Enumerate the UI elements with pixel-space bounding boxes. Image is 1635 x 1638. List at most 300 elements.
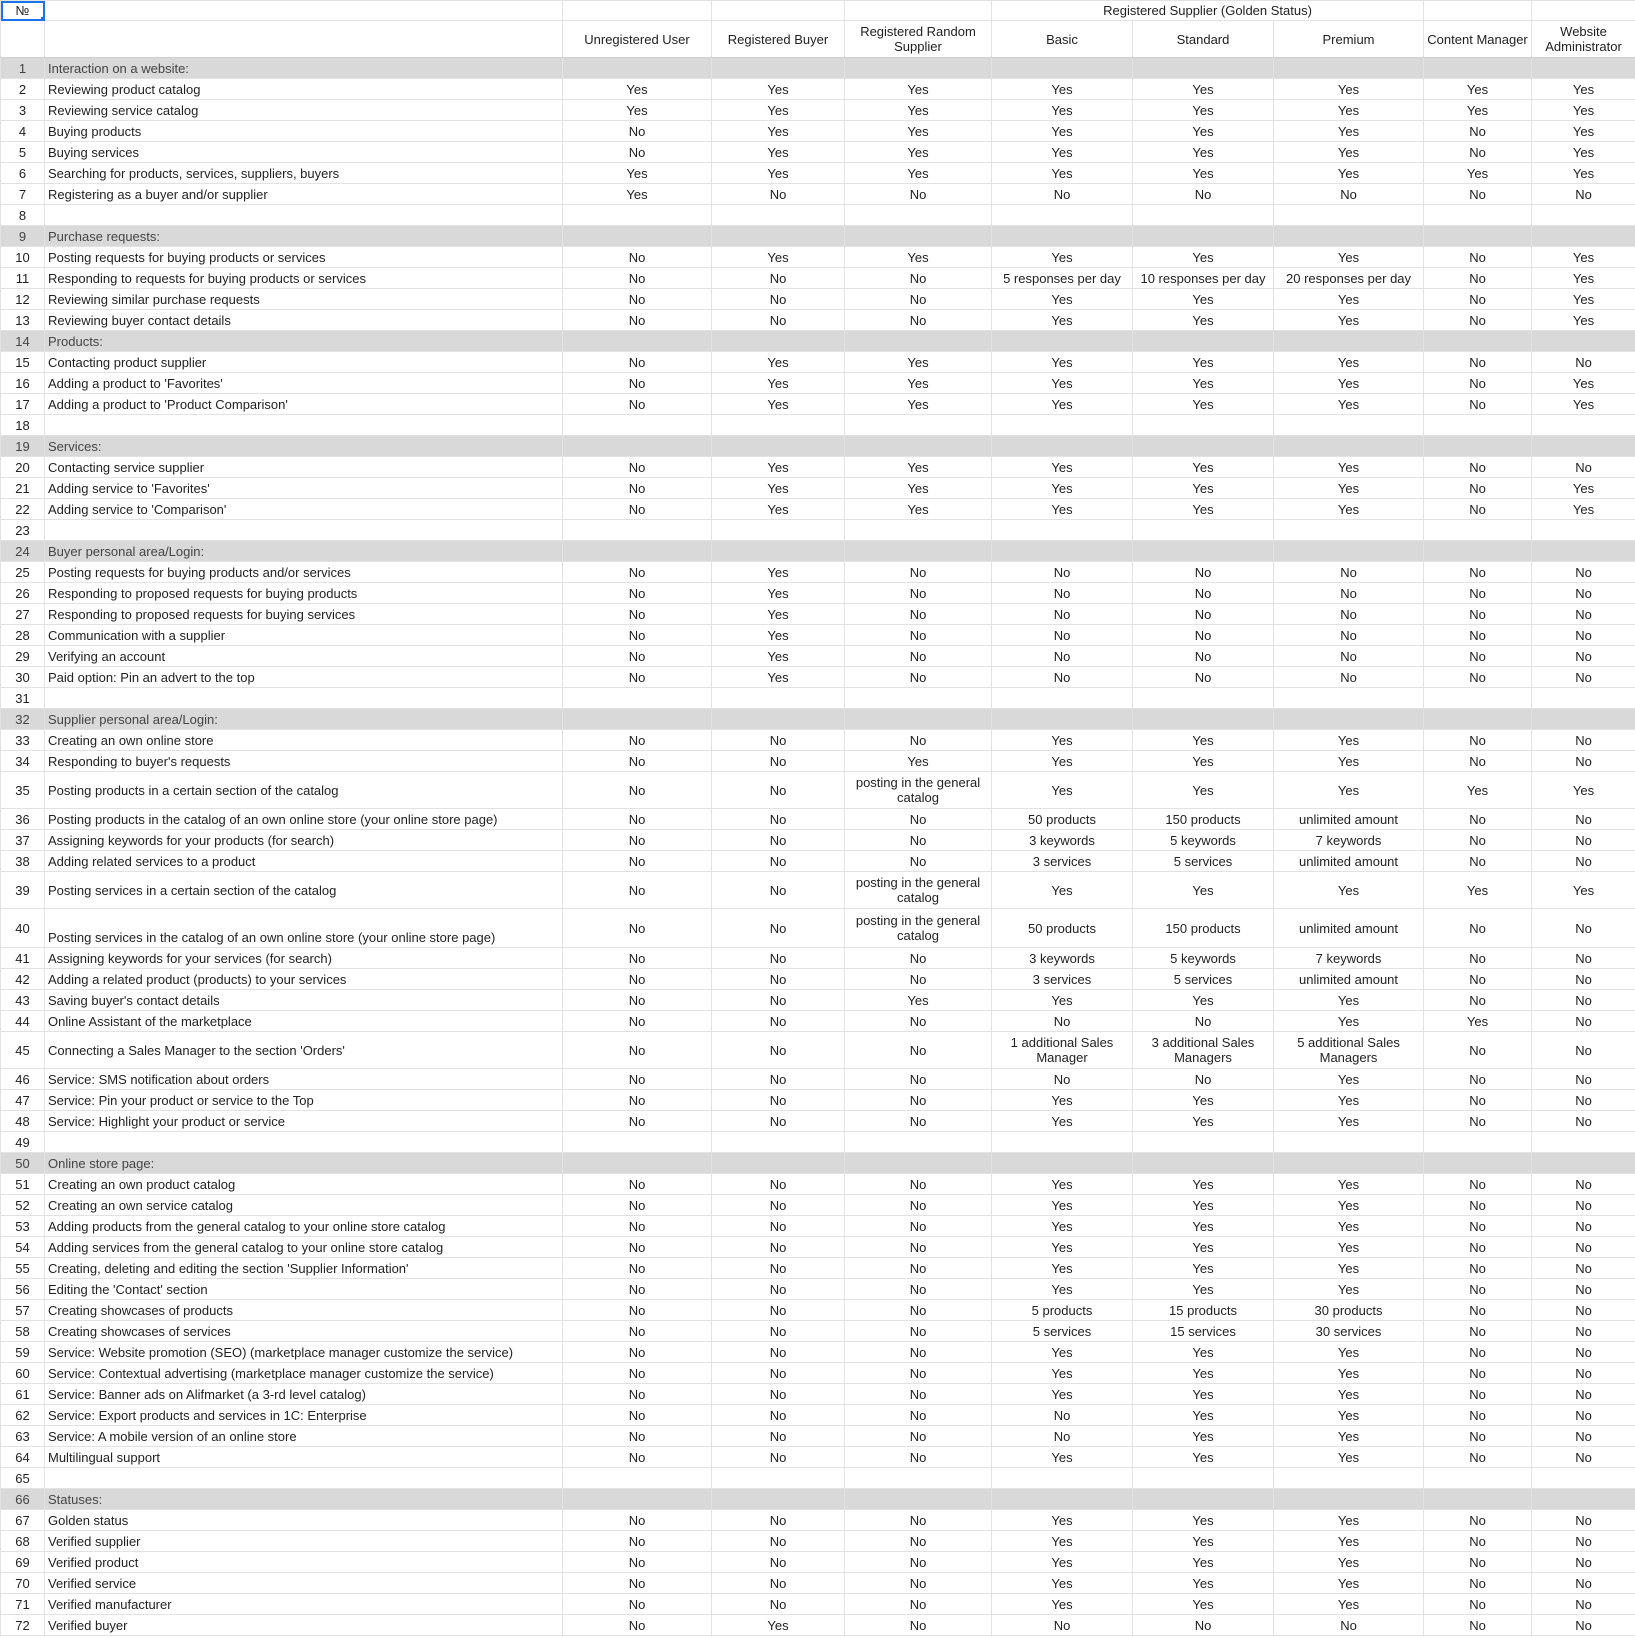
value-cell[interactable]: No xyxy=(563,1069,712,1090)
value-cell[interactable]: Yes xyxy=(1274,79,1424,100)
header-blank-cell[interactable] xyxy=(45,1,563,21)
value-cell[interactable] xyxy=(1133,1468,1274,1489)
value-cell[interactable]: No xyxy=(563,751,712,772)
value-cell[interactable]: No xyxy=(563,394,712,415)
value-cell[interactable]: No xyxy=(1133,625,1274,646)
value-cell[interactable] xyxy=(1133,688,1274,709)
feature-label[interactable]: Golden status xyxy=(45,1510,563,1531)
value-cell[interactable] xyxy=(845,205,992,226)
value-cell[interactable]: No xyxy=(712,1216,845,1237)
value-cell[interactable]: No xyxy=(712,851,845,872)
value-cell[interactable]: No xyxy=(845,1384,992,1405)
value-cell[interactable]: Yes xyxy=(1274,1174,1424,1195)
value-cell[interactable]: No xyxy=(1424,1216,1532,1237)
value-cell[interactable]: No xyxy=(712,1300,845,1321)
feature-label[interactable]: Creating an own online store xyxy=(45,730,563,751)
value-cell[interactable] xyxy=(845,1132,992,1153)
value-cell[interactable]: No xyxy=(563,969,712,990)
value-cell[interactable] xyxy=(1133,226,1274,247)
value-cell[interactable]: Yes xyxy=(1274,394,1424,415)
value-cell[interactable]: Yes xyxy=(992,730,1133,751)
value-cell[interactable]: Yes xyxy=(1133,1195,1274,1216)
value-cell[interactable]: 5 keywords xyxy=(1133,830,1274,851)
value-cell[interactable] xyxy=(992,205,1133,226)
value-cell[interactable] xyxy=(563,520,712,541)
value-cell[interactable] xyxy=(563,1153,712,1174)
value-cell[interactable] xyxy=(1274,226,1424,247)
value-cell[interactable]: No xyxy=(992,604,1133,625)
value-cell[interactable]: No xyxy=(1424,268,1532,289)
value-cell[interactable]: No xyxy=(712,1090,845,1111)
value-cell[interactable] xyxy=(563,226,712,247)
value-cell[interactable]: No xyxy=(1532,1258,1635,1279)
value-cell[interactable]: 10 responses per day xyxy=(1133,268,1274,289)
value-cell[interactable]: Yes xyxy=(1133,751,1274,772)
value-cell[interactable]: Yes xyxy=(992,100,1133,121)
value-cell[interactable]: No xyxy=(712,1552,845,1573)
category-label[interactable]: Online store page: xyxy=(45,1153,563,1174)
value-cell[interactable]: Yes xyxy=(1532,394,1635,415)
value-cell[interactable]: Yes xyxy=(563,79,712,100)
value-cell[interactable]: No xyxy=(712,184,845,205)
value-cell[interactable]: Yes xyxy=(992,1258,1133,1279)
value-cell[interactable]: No xyxy=(1424,851,1532,872)
value-cell[interactable]: No xyxy=(992,184,1133,205)
value-cell[interactable] xyxy=(1274,709,1424,730)
value-cell[interactable]: Yes xyxy=(992,1174,1133,1195)
value-cell[interactable]: Yes xyxy=(563,163,712,184)
value-cell[interactable]: No xyxy=(845,1552,992,1573)
value-cell[interactable]: Yes xyxy=(1274,457,1424,478)
value-cell[interactable]: Yes xyxy=(1133,1090,1274,1111)
value-cell[interactable] xyxy=(1424,436,1532,457)
value-cell[interactable]: No xyxy=(712,1573,845,1594)
value-cell[interactable]: 50 products xyxy=(992,909,1133,948)
value-cell[interactable]: No xyxy=(1424,1321,1532,1342)
feature-label[interactable]: Service: Website promotion (SEO) (marketplace manager customize the service) xyxy=(45,1342,563,1363)
value-cell[interactable]: No xyxy=(845,1426,992,1447)
value-cell[interactable]: Yes xyxy=(845,79,992,100)
value-cell[interactable]: No xyxy=(845,830,992,851)
value-cell[interactable]: Yes xyxy=(1532,247,1635,268)
value-cell[interactable]: No xyxy=(1424,948,1532,969)
value-cell[interactable] xyxy=(1274,331,1424,352)
column-header[interactable]: Standard xyxy=(1133,21,1274,58)
value-cell[interactable]: No xyxy=(712,268,845,289)
value-cell[interactable]: No xyxy=(712,1174,845,1195)
value-cell[interactable] xyxy=(992,688,1133,709)
value-cell[interactable]: 3 services xyxy=(992,851,1133,872)
value-cell[interactable]: Yes xyxy=(712,352,845,373)
value-cell[interactable]: Yes xyxy=(1274,373,1424,394)
value-cell[interactable]: No xyxy=(563,872,712,909)
value-cell[interactable]: No xyxy=(712,948,845,969)
row-number[interactable]: 33 xyxy=(1,730,45,751)
row-number[interactable]: 31 xyxy=(1,688,45,709)
row-number[interactable]: 38 xyxy=(1,851,45,872)
value-cell[interactable] xyxy=(1274,436,1424,457)
row-number[interactable]: 24 xyxy=(1,541,45,562)
feature-label[interactable]: Assigning keywords for your services (for search) xyxy=(45,948,563,969)
value-cell[interactable] xyxy=(563,688,712,709)
value-cell[interactable]: Yes xyxy=(1532,79,1635,100)
feature-label[interactable]: Registering as a buyer and/or supplier xyxy=(45,184,563,205)
value-cell[interactable] xyxy=(845,688,992,709)
value-cell[interactable] xyxy=(845,520,992,541)
value-cell[interactable]: No xyxy=(845,1069,992,1090)
value-cell[interactable]: Yes xyxy=(845,499,992,520)
value-cell[interactable]: Yes xyxy=(1274,121,1424,142)
value-cell[interactable]: No xyxy=(1424,478,1532,499)
value-cell[interactable]: Yes xyxy=(1133,121,1274,142)
category-label[interactable]: Buyer personal area/Login: xyxy=(45,541,563,562)
value-cell[interactable]: No xyxy=(992,646,1133,667)
value-cell[interactable]: Yes xyxy=(1133,289,1274,310)
row-number[interactable]: 35 xyxy=(1,772,45,809)
value-cell[interactable] xyxy=(845,331,992,352)
value-cell[interactable]: Yes xyxy=(845,142,992,163)
value-cell[interactable]: No xyxy=(845,1258,992,1279)
value-cell[interactable]: No xyxy=(1532,1405,1635,1426)
value-cell[interactable] xyxy=(1424,1153,1532,1174)
value-cell[interactable]: No xyxy=(563,830,712,851)
value-cell[interactable]: No xyxy=(563,1032,712,1069)
value-cell[interactable] xyxy=(992,415,1133,436)
feature-label[interactable]: Posting requests for buying products and/or services xyxy=(45,562,563,583)
value-cell[interactable]: No xyxy=(1532,948,1635,969)
feature-label[interactable] xyxy=(45,688,563,709)
row-number[interactable]: 45 xyxy=(1,1032,45,1069)
row-number[interactable]: 66 xyxy=(1,1489,45,1510)
value-cell[interactable]: No xyxy=(1532,851,1635,872)
value-cell[interactable]: Yes xyxy=(845,247,992,268)
value-cell[interactable] xyxy=(1532,520,1635,541)
feature-label[interactable]: Creating showcases of services xyxy=(45,1321,563,1342)
value-cell[interactable]: No xyxy=(712,1237,845,1258)
value-cell[interactable] xyxy=(563,436,712,457)
feature-label[interactable]: Reviewing similar purchase requests xyxy=(45,289,563,310)
row-number[interactable]: 16 xyxy=(1,373,45,394)
value-cell[interactable]: No xyxy=(1424,667,1532,688)
value-cell[interactable]: 30 services xyxy=(1274,1321,1424,1342)
value-cell[interactable]: Yes xyxy=(1133,1384,1274,1405)
value-cell[interactable]: No xyxy=(845,1195,992,1216)
value-cell[interactable]: No xyxy=(563,1237,712,1258)
value-cell[interactable]: Yes xyxy=(1274,163,1424,184)
value-cell[interactable]: Yes xyxy=(1274,1510,1424,1531)
value-cell[interactable] xyxy=(1133,58,1274,79)
row-number[interactable]: 1 xyxy=(1,58,45,79)
value-cell[interactable]: Yes xyxy=(845,163,992,184)
value-cell[interactable]: No xyxy=(563,646,712,667)
row-number[interactable]: 57 xyxy=(1,1300,45,1321)
value-cell[interactable] xyxy=(992,226,1133,247)
value-cell[interactable] xyxy=(1133,331,1274,352)
value-cell[interactable] xyxy=(992,331,1133,352)
value-cell[interactable]: Yes xyxy=(845,478,992,499)
value-cell[interactable] xyxy=(1274,1489,1424,1510)
value-cell[interactable]: Yes xyxy=(992,394,1133,415)
value-cell[interactable]: Yes xyxy=(1133,1426,1274,1447)
value-cell[interactable]: Yes xyxy=(992,121,1133,142)
value-cell[interactable]: 3 keywords xyxy=(992,830,1133,851)
value-cell[interactable]: Yes xyxy=(992,1447,1133,1468)
value-cell[interactable]: No xyxy=(563,1363,712,1384)
feature-label[interactable]: Buying services xyxy=(45,142,563,163)
value-cell[interactable]: No xyxy=(563,1510,712,1531)
value-cell[interactable]: 3 additional Sales Managers xyxy=(1133,1032,1274,1069)
feature-label[interactable]: Verified buyer xyxy=(45,1615,563,1636)
value-cell[interactable]: No xyxy=(563,352,712,373)
value-cell[interactable]: No xyxy=(1532,625,1635,646)
value-cell[interactable]: No xyxy=(1424,1363,1532,1384)
value-cell[interactable]: 7 keywords xyxy=(1274,830,1424,851)
feature-label[interactable]: Responding to proposed requests for buying services xyxy=(45,604,563,625)
value-cell[interactable]: No xyxy=(563,562,712,583)
value-cell[interactable]: No xyxy=(1424,310,1532,331)
value-cell[interactable]: No xyxy=(1532,1090,1635,1111)
row-number[interactable]: 26 xyxy=(1,583,45,604)
value-cell[interactable]: No xyxy=(845,562,992,583)
value-cell[interactable] xyxy=(1424,520,1532,541)
value-cell[interactable]: No xyxy=(1424,499,1532,520)
value-cell[interactable]: No xyxy=(845,310,992,331)
value-cell[interactable]: 3 keywords xyxy=(992,948,1133,969)
feature-label[interactable]: Verified product xyxy=(45,1552,563,1573)
value-cell[interactable]: Yes xyxy=(1133,1510,1274,1531)
value-cell[interactable]: No xyxy=(1532,969,1635,990)
value-cell[interactable]: Yes xyxy=(1274,1552,1424,1573)
value-cell[interactable]: Yes xyxy=(1133,163,1274,184)
value-cell[interactable]: No xyxy=(1532,1573,1635,1594)
value-cell[interactable]: No xyxy=(563,247,712,268)
feature-label[interactable]: Adding a product to 'Favorites' xyxy=(45,373,563,394)
value-cell[interactable]: No xyxy=(712,809,845,830)
value-cell[interactable] xyxy=(1424,1489,1532,1510)
value-cell[interactable]: No xyxy=(712,969,845,990)
feature-label[interactable] xyxy=(45,205,563,226)
value-cell[interactable] xyxy=(563,1489,712,1510)
value-cell[interactable]: 15 services xyxy=(1133,1321,1274,1342)
value-cell[interactable]: No xyxy=(563,478,712,499)
value-cell[interactable] xyxy=(1424,415,1532,436)
value-cell[interactable] xyxy=(845,1153,992,1174)
value-cell[interactable]: No xyxy=(1424,751,1532,772)
value-cell[interactable]: Yes xyxy=(1532,100,1635,121)
column-header[interactable]: Content Manager xyxy=(1424,21,1532,58)
value-cell[interactable]: No xyxy=(712,872,845,909)
value-cell[interactable]: No xyxy=(563,1342,712,1363)
value-cell[interactable] xyxy=(1274,1132,1424,1153)
value-cell[interactable]: No xyxy=(1424,1032,1532,1069)
value-cell[interactable]: No xyxy=(712,1342,845,1363)
value-cell[interactable] xyxy=(712,58,845,79)
value-cell[interactable] xyxy=(1133,520,1274,541)
value-cell[interactable]: No xyxy=(845,969,992,990)
row-number[interactable]: 64 xyxy=(1,1447,45,1468)
value-cell[interactable]: Yes xyxy=(1274,1258,1424,1279)
value-cell[interactable]: No xyxy=(1532,562,1635,583)
value-cell[interactable]: No xyxy=(845,184,992,205)
value-cell[interactable]: No xyxy=(1424,1447,1532,1468)
value-cell[interactable]: No xyxy=(1532,730,1635,751)
feature-label[interactable] xyxy=(45,1468,563,1489)
value-cell[interactable]: No xyxy=(712,1363,845,1384)
value-cell[interactable]: Yes xyxy=(1133,1531,1274,1552)
value-cell[interactable]: Yes xyxy=(1274,1447,1424,1468)
value-cell[interactable]: No xyxy=(1424,1594,1532,1615)
value-cell[interactable]: Yes xyxy=(1133,1594,1274,1615)
header-blank-cell[interactable] xyxy=(845,1,992,21)
value-cell[interactable]: No xyxy=(845,1216,992,1237)
value-cell[interactable] xyxy=(712,1489,845,1510)
value-cell[interactable]: No xyxy=(845,1011,992,1032)
value-cell[interactable]: posting in the general catalog xyxy=(845,909,992,948)
value-cell[interactable]: Yes xyxy=(1133,1237,1274,1258)
value-cell[interactable] xyxy=(1424,58,1532,79)
row-number[interactable]: 65 xyxy=(1,1468,45,1489)
feature-label[interactable]: Adding service to 'Comparison' xyxy=(45,499,563,520)
value-cell[interactable]: No xyxy=(845,1090,992,1111)
value-cell[interactable] xyxy=(712,226,845,247)
value-cell[interactable]: Yes xyxy=(1274,990,1424,1011)
value-cell[interactable]: No xyxy=(563,1615,712,1636)
row-number[interactable]: 28 xyxy=(1,625,45,646)
feature-label[interactable]: Service: SMS notification about orders xyxy=(45,1069,563,1090)
value-cell[interactable]: Yes xyxy=(1133,142,1274,163)
value-cell[interactable]: No xyxy=(712,730,845,751)
row-number[interactable]: 41 xyxy=(1,948,45,969)
value-cell[interactable]: Yes xyxy=(1532,142,1635,163)
value-cell[interactable] xyxy=(1133,415,1274,436)
value-cell[interactable]: No xyxy=(1424,121,1532,142)
value-cell[interactable]: No xyxy=(1532,1447,1635,1468)
value-cell[interactable]: No xyxy=(563,499,712,520)
value-cell[interactable]: Yes xyxy=(1133,872,1274,909)
value-cell[interactable]: 150 products xyxy=(1133,909,1274,948)
value-cell[interactable]: No xyxy=(1424,809,1532,830)
row-number[interactable]: 2 xyxy=(1,79,45,100)
row-number[interactable]: 56 xyxy=(1,1279,45,1300)
value-cell[interactable]: Yes xyxy=(1532,872,1635,909)
value-cell[interactable] xyxy=(563,1132,712,1153)
value-cell[interactable] xyxy=(1532,226,1635,247)
value-cell[interactable]: No xyxy=(1424,1552,1532,1573)
row-number[interactable]: 48 xyxy=(1,1111,45,1132)
value-cell[interactable]: Yes xyxy=(992,247,1133,268)
value-cell[interactable]: 7 keywords xyxy=(1274,948,1424,969)
value-cell[interactable]: No xyxy=(1532,1237,1635,1258)
row-number[interactable]: 46 xyxy=(1,1069,45,1090)
category-label[interactable]: Services: xyxy=(45,436,563,457)
value-cell[interactable]: unlimited amount xyxy=(1274,809,1424,830)
value-cell[interactable]: Yes xyxy=(712,373,845,394)
value-cell[interactable]: No xyxy=(1133,1615,1274,1636)
value-cell[interactable]: 50 products xyxy=(992,809,1133,830)
value-cell[interactable]: No xyxy=(1532,1426,1635,1447)
value-cell[interactable]: Yes xyxy=(992,1195,1133,1216)
value-cell[interactable]: No xyxy=(1424,1237,1532,1258)
row-number[interactable]: 12 xyxy=(1,289,45,310)
value-cell[interactable]: Yes xyxy=(992,289,1133,310)
header-blank-cell[interactable] xyxy=(1,21,45,58)
row-number[interactable]: 72 xyxy=(1,1615,45,1636)
value-cell[interactable]: No xyxy=(563,1011,712,1032)
value-cell[interactable]: Yes xyxy=(1133,730,1274,751)
value-cell[interactable]: No xyxy=(845,1405,992,1426)
value-cell[interactable]: No xyxy=(563,990,712,1011)
feature-label[interactable] xyxy=(45,1132,563,1153)
value-cell[interactable]: No xyxy=(1532,646,1635,667)
value-cell[interactable]: Yes xyxy=(712,583,845,604)
value-cell[interactable]: Yes xyxy=(1274,1573,1424,1594)
row-number[interactable]: 25 xyxy=(1,562,45,583)
value-cell[interactable]: No xyxy=(845,646,992,667)
value-cell[interactable]: No xyxy=(563,948,712,969)
value-cell[interactable]: No xyxy=(563,457,712,478)
row-number[interactable]: 67 xyxy=(1,1510,45,1531)
row-number[interactable]: 37 xyxy=(1,830,45,851)
row-number[interactable]: 54 xyxy=(1,1237,45,1258)
value-cell[interactable]: No xyxy=(712,751,845,772)
value-cell[interactable]: No xyxy=(563,667,712,688)
row-number[interactable]: 53 xyxy=(1,1216,45,1237)
value-cell[interactable] xyxy=(1532,541,1635,562)
value-cell[interactable]: No xyxy=(563,1531,712,1552)
value-cell[interactable]: No xyxy=(845,1594,992,1615)
value-cell[interactable]: Yes xyxy=(1274,772,1424,809)
value-cell[interactable]: No xyxy=(1424,373,1532,394)
value-cell[interactable] xyxy=(1532,688,1635,709)
value-cell[interactable] xyxy=(845,436,992,457)
value-cell[interactable]: 30 products xyxy=(1274,1300,1424,1321)
row-number[interactable]: 3 xyxy=(1,100,45,121)
value-cell[interactable]: Yes xyxy=(992,1552,1133,1573)
value-cell[interactable]: No xyxy=(1424,394,1532,415)
value-cell[interactable]: Yes xyxy=(845,121,992,142)
value-cell[interactable]: No xyxy=(1532,184,1635,205)
value-cell[interactable]: Yes xyxy=(845,394,992,415)
feature-label[interactable]: Service: Highlight your product or service xyxy=(45,1111,563,1132)
value-cell[interactable] xyxy=(992,520,1133,541)
value-cell[interactable]: No xyxy=(1532,1216,1635,1237)
value-cell[interactable]: Yes xyxy=(992,1237,1133,1258)
value-cell[interactable]: No xyxy=(845,1174,992,1195)
value-cell[interactable]: Yes xyxy=(992,352,1133,373)
value-cell[interactable]: Yes xyxy=(1133,1216,1274,1237)
value-cell[interactable]: Yes xyxy=(992,1111,1133,1132)
value-cell[interactable]: No xyxy=(1424,1573,1532,1594)
header-blank-cell[interactable] xyxy=(1532,1,1635,21)
value-cell[interactable] xyxy=(712,541,845,562)
value-cell[interactable]: posting in the general catalog xyxy=(845,772,992,809)
value-cell[interactable]: No xyxy=(563,1405,712,1426)
value-cell[interactable]: No xyxy=(563,1300,712,1321)
value-cell[interactable]: No xyxy=(845,730,992,751)
value-cell[interactable]: 5 services xyxy=(992,1321,1133,1342)
value-cell[interactable]: Yes xyxy=(712,121,845,142)
value-cell[interactable]: No xyxy=(563,1090,712,1111)
value-cell[interactable] xyxy=(992,1132,1133,1153)
value-cell[interactable] xyxy=(712,688,845,709)
feature-label[interactable]: Responding to requests for buying products or services xyxy=(45,268,563,289)
row-number[interactable]: 15 xyxy=(1,352,45,373)
row-number[interactable]: 43 xyxy=(1,990,45,1011)
value-cell[interactable]: No xyxy=(1133,583,1274,604)
value-cell[interactable]: Yes xyxy=(1274,100,1424,121)
value-cell[interactable]: Yes xyxy=(712,163,845,184)
value-cell[interactable]: No xyxy=(563,1258,712,1279)
